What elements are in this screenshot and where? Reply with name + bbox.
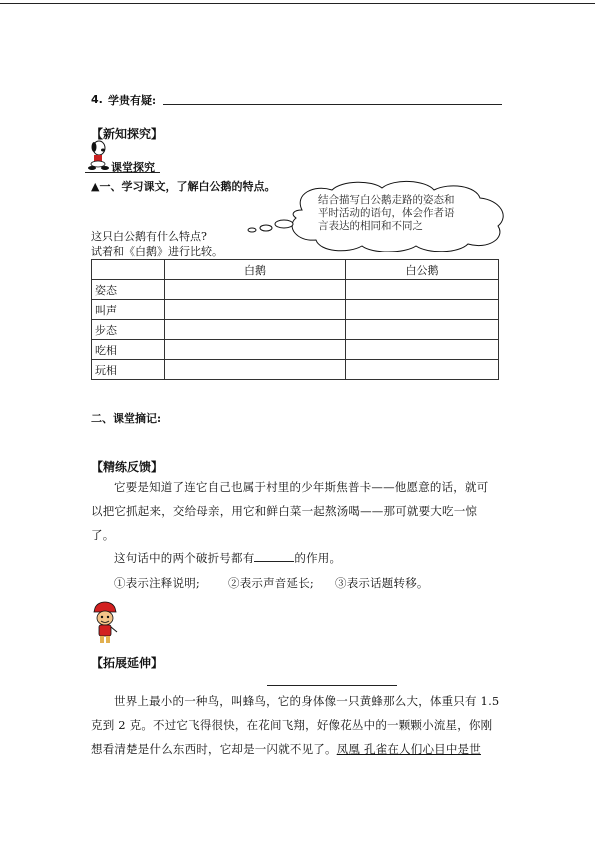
exercise-question-after: 的作用。 [294,551,342,565]
table-input-cell[interactable] [165,280,346,300]
table-input-cell[interactable] [165,320,346,340]
exercise-para-line3: 了。 [91,528,115,542]
table-input-cell[interactable] [346,340,499,360]
option-1[interactable]: ①表示注释说明; [114,576,200,590]
table-input-cell[interactable] [346,360,499,380]
table-header-cell [92,260,165,280]
table-row [92,320,499,340]
question-1: 这只白公鹅有什么特点? [91,230,207,243]
item4-label: 学贵有疑: [108,94,157,107]
table-header-row [92,260,499,280]
table-header-cell: 白鹅 [165,260,346,280]
question-2: 试着和《白鹅》进行比较。 [91,245,223,258]
cartoon-character-icon [90,598,120,646]
item4-answer-line[interactable] [163,104,502,105]
page-top-border [0,3,595,4]
table-row [92,340,499,360]
exercise-question-before: 这句话中的两个破折号都有 [114,551,255,565]
table-row [92,280,499,300]
exercise-para-line1: 它要是知道了连它自己也属于村里的少年斯焦普卡——他愿意的话，就可 [114,480,489,494]
table-input-cell[interactable] [346,320,499,340]
table-header-cell: 白公鹅 [346,260,499,280]
extension-line2: 克到 2 克。不过它飞得很快，在花间飞翔，好像花丛中的一颗颗小流星，你刚 [91,718,493,732]
table-input-cell[interactable] [165,300,346,320]
table-row-label: 吃相 [92,340,165,360]
extension-line3 [91,738,481,760]
option-3[interactable]: ③表示话题转移。 [335,576,429,590]
table-row [92,360,499,380]
cloud-callout-text: 结合描写白公鹅走路的姿态和平时活动的语句，体会作者语言表达的相同和不同之 [318,194,455,232]
table-input-cell[interactable] [346,280,499,300]
exercise-question [114,547,341,569]
section-tuozhan-heading: 【拓展延伸】 [91,656,164,670]
task1-heading: ▲一、学习课文，了解白公鹅的特点。 [91,180,276,193]
table-input-cell[interactable] [165,340,346,360]
item4-number: 4. [91,93,103,106]
comparison-table [91,259,499,380]
table-row-label: 玩相 [92,360,165,380]
exercise-para-line2: 以把它抓起来，交给母亲，用它和鲜白菜一起熬汤喝——那可就要大吃一惊 [91,504,478,518]
extension-title-line[interactable] [267,685,397,686]
option-2[interactable]: ②表示声音延长; [228,576,314,590]
table-input-cell[interactable] [165,360,346,380]
ketang-tanjiu-underline [85,172,160,173]
table-row-label: 姿态 [92,280,165,300]
section-jinglian-heading: 【精练反馈】 [91,460,164,474]
ketang-zhaiji-heading: 二、课堂摘记: [91,412,162,425]
table-input-cell[interactable] [346,300,499,320]
table-row-label: 叫声 [92,300,165,320]
section-xinzhi-heading: 【新知探究】 [91,127,164,141]
table-row [92,300,499,320]
ketang-tanjiu-heading: 课堂探究 [111,161,155,174]
exercise-answer-blank[interactable] [254,550,294,562]
extension-line1: 世界上最小的一种鸟，叫蜂鸟，它的身体像一只黄蜂那么大，体重只有 1.5 [114,694,500,708]
extension-line3-part-b: 凤凰 孔雀在人们心目中是世 [336,742,481,756]
extension-line3-part-a: 想看清楚是什么东西时，它却是一闪就不见了。 [91,742,337,756]
table-row-label: 步态 [92,320,165,340]
